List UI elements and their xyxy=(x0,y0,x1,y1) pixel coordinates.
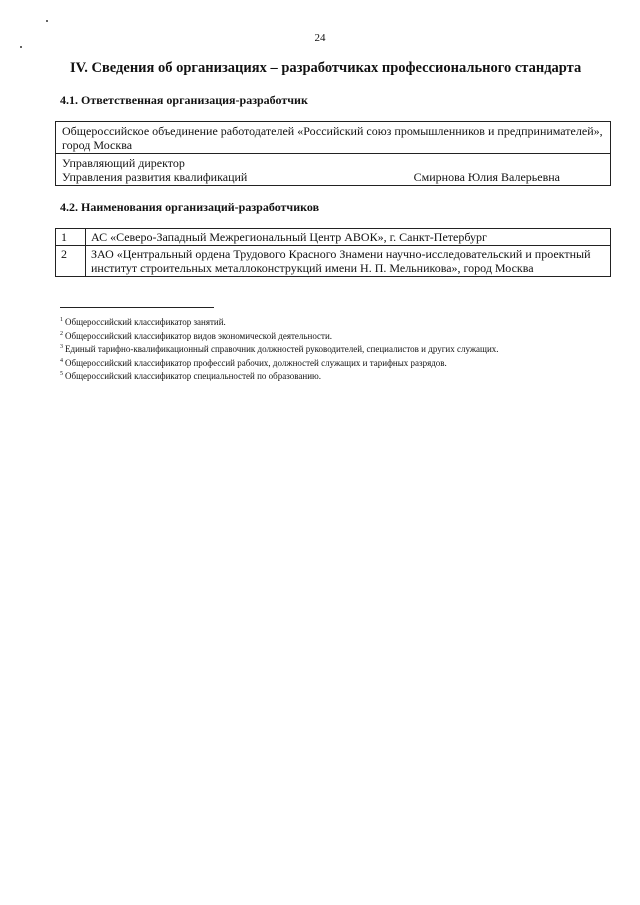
table-row xyxy=(56,246,611,277)
developer-orgs-table xyxy=(55,228,611,277)
footnote-mark: 5 xyxy=(60,371,63,377)
table-row xyxy=(56,229,611,246)
footnote-mark: 3 xyxy=(60,344,63,350)
organization-name: Общероссийское объединение работодателей «Российский союз промышленников и предпринимателей», город Москва xyxy=(56,122,611,154)
developer-org-name: АС «Северо-Западный Межрегиональный Центр АВОК», г. Санкт-Петербург xyxy=(86,229,611,246)
subsection-title-responsible-org: 4.1. Ответственная организация-разработчик xyxy=(60,93,308,107)
page-number: 24 xyxy=(314,32,326,44)
row-number: 2 xyxy=(56,246,86,277)
footnote-text: Общероссийский классификатор занятий. xyxy=(65,317,226,327)
position-line-2: Управления развития квалификаций xyxy=(62,170,248,184)
footnote-mark: 1 xyxy=(60,317,63,323)
position-line-1: Управляющий директор xyxy=(62,156,185,170)
footnote xyxy=(60,356,499,370)
subsection-title-developers: 4.2. Наименования организаций-разработчиков xyxy=(60,200,320,214)
footnote-text: Общероссийский классификатор профессий рабочих, должностей служащих и тарифных разрядов. xyxy=(65,357,447,368)
footnote-separator xyxy=(60,307,214,308)
scan-speck xyxy=(46,20,48,22)
developer-org-name: ЗАО «Центральный ордена Трудового Красного Знамени научно-исследовательский и проектный институт строительных металлоконструкций имени Н. П. Мельникова», город Москва xyxy=(86,246,611,277)
signatory-cell xyxy=(56,154,611,186)
footnote-mark: 2 xyxy=(60,330,63,337)
table-row xyxy=(56,122,611,154)
footnote xyxy=(60,369,499,383)
table-row xyxy=(56,154,611,186)
footnote-text: Общероссийский классификатор видов экономической деятельности. xyxy=(65,330,333,341)
footnote xyxy=(60,315,499,329)
footnote xyxy=(60,329,499,343)
scan-speck xyxy=(20,46,22,48)
footnote-mark: 4 xyxy=(60,357,63,364)
section-title: IV. Сведения об организациях – разработчиках профессионального стандарта xyxy=(70,60,582,76)
footnote xyxy=(60,342,499,356)
responsible-org-table xyxy=(55,121,611,186)
signatory-name: Смирнова Юлия Валерьевна xyxy=(413,170,560,184)
footnote-text: Единый тарифно-квалификационный справочник должностей руководителей, специалистов и других служащих. xyxy=(65,344,499,354)
footnote-text: Общероссийский классификатор специальностей по образованию. xyxy=(65,371,321,381)
footnotes xyxy=(60,315,499,383)
row-number: 1 xyxy=(56,229,86,246)
signature-line xyxy=(62,170,606,184)
